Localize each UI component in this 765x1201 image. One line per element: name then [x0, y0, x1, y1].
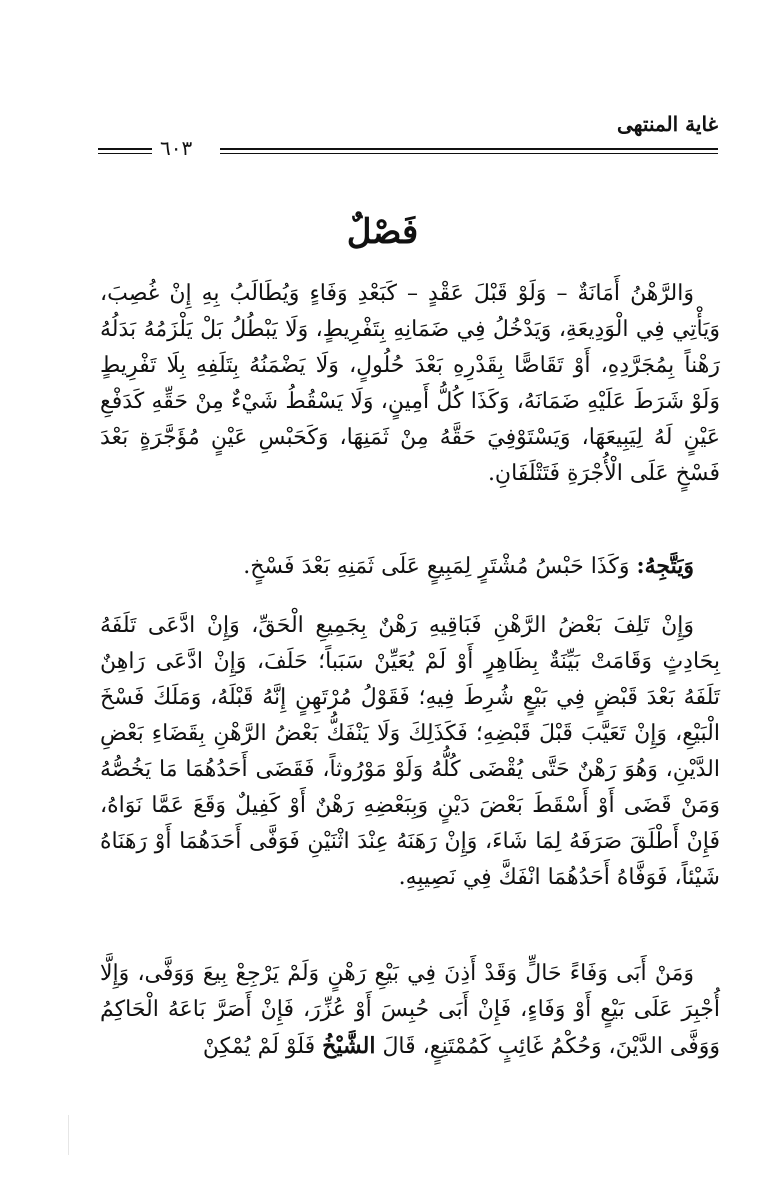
paragraph-1: [100, 276, 720, 492]
paragraph-4-bold-term: الشَّيْخُ: [322, 1033, 376, 1059]
paragraph-2-text: وَكَذَا حَبْسُ مُشْتَرٍ لِمَبِيعٍ عَلَى ثَمَنِهِ بَعْدَ فَسْخٍ.: [243, 554, 630, 579]
page-header: [98, 112, 718, 162]
paragraph-3: [100, 608, 720, 896]
paragraph-2: [100, 548, 720, 585]
page-number: ٦٠٣: [160, 136, 193, 160]
header-rule-long: [220, 148, 718, 154]
header-rule-short: [98, 148, 152, 154]
section-heading: فَصْلٌ: [346, 212, 419, 252]
paragraph-3-text: وَإِنْ تَلِفَ بَعْضُ الرَّهْنِ فَبَاقِيهِ رَهْنٌ بِجَمِيعِ الْحَقِّ، وَإِنْ ادَّعَى تَلَفَهُ بِحَادِثٍ وَقَامَتْ بَيِّنَةٌ بِظَاهِرٍ أَوْ لَمْ يُعَيِّنْ سَبَباً؛ حَلَفَ، وَإِنْ ادَّعَى رَاهِنٌ تَلَفَهُ بَعْدَ قَبْضٍ فِي بَيْعٍ شُرِطَ فِيهِ؛ فَقَوْلُ مُرْتَهِنٍ إِنَّهُ قَبْلَهُ، وَمَلَكَ فَسْخَ الْبَيْعِ، وَإِنْ تَعَيَّبَ قَبْلَ قَبْضِهِ؛ فَكَذَلِكَ وَلَا يَنْفَكُّ بَعْضُ الرَّهْنِ بِقَضَاءِ بَعْضِ الدَّيْنِ، وَهُوَ رَهْنٌ حَتَّى يُقْضَى كُلُّهُ وَلَوْ مَوْرُوثاً، فَقَضَى أَحَدُهُمَا مَا يَخُصُّهُ وَمَنْ قَضَى أَوْ أَسْقَطَ بَعْضَ دَيْنٍ وَبِبَعْضِهِ رَهْنٌ أَوْ كَفِيلٌ وَقَعَ عَمَّا نَوَاهُ، فَإِنْ أَطْلَقَ صَرَفَهُ لِمَا شَاءَ، وَإِنْ رَهَنَهُ عِنْدَ اثْنَيْنِ فَوَفَّى أَحَدَهُمَا أَوْ رَهَنَاهُ شَيْئاً، فَوَفَّاهُ أَحَدُهُمَا انْفَكَّ فِي نَصِيبِهِ.: [100, 613, 720, 890]
scan-margin-line: [68, 1115, 69, 1155]
paragraph-1-text: وَالرَّهْنُ أَمَانَةٌ – وَلَوْ قَبْلَ عَقْدٍ – كَبَعْدِ وَفَاءٍ وَيُطَالَبُ بِهِ إِنْ غُصِبَ، وَيَأْتِي فِي الْوَدِيعَةِ، وَيَدْخُلُ فِي ضَمَانِهِ بِتَفْرِيطٍ، وَلَا يَبْطُلُ بَلْ يَلْزَمُهُ بَدَلُهُ رَهْناً بِمُجَرَّدِهِ، أَوْ تَقَاصًّا بِقَدْرِهِ بَعْدَ حُلُولٍ، وَلَا يَضْمَنُهُ بِتَلَفِهِ بِلَا تَفْرِيطٍ وَلَوْ شَرَطَ عَلَيْهِ ضَمَانَهُ، وَكَذَا كُلُّ أَمِينٍ، وَلَا يَسْقُطُ شَيْءٌ مِنْ حَقِّهِ كَدَفْعِ عَيْنٍ لَهُ لِيَبِيعَهَا، وَيَسْتَوْفِيَ حَقَّهُ مِنْ ثَمَنِهَا، وَكَحَبْسِ عَيْنٍ مُؤَجَّرَةٍ بَعْدَ فَسْخٍ عَلَى الْأُجْرَةِ فَتَتْلَفَانِ.: [100, 281, 720, 486]
paragraph-4-text-end: فَلَوْ لَمْ يُمْكِنْ: [202, 1034, 316, 1059]
paragraph-4: [100, 956, 720, 1065]
paragraph-2-lead: وَيَتَّجِهُ:: [636, 553, 694, 579]
running-title: غاية المنتهى: [617, 112, 718, 136]
paragraph-4-text-start: وَمَنْ أَبَى وَفَاءً حَالٍّ وَقَدْ أَذِنَ فِي بَيْعِ رَهْنٍ وَلَمْ يَرْجِعْ بِيعَ وَوَفَّى، وَإِلَّا أُجْبِرَ عَلَى بَيْعٍ أَوْ وَفَاءٍ، فَإِنْ أَبَى حُبِسَ أَوْ عُزِّرَ، فَإِنْ أَصَرَّ بَاعَهُ الْحَاكِمُ وَوَفَّى الدَّيْنَ، وَحُكْمُ غَائِبٍ كَمُمْتَنِعٍ، قَالَ: [100, 961, 720, 1059]
